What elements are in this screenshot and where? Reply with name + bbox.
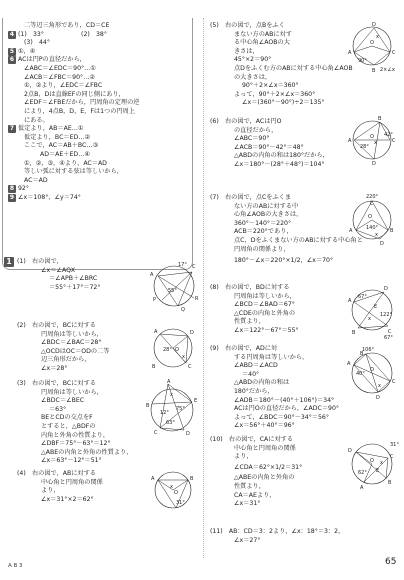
svg-text:C: C bbox=[388, 329, 392, 335]
problem-line: 右の図で，BCに対する bbox=[31, 322, 96, 329]
problem-number: (11) bbox=[210, 528, 223, 535]
svg-text:122°: 122° bbox=[380, 312, 393, 318]
problem-line: 性質より， bbox=[234, 482, 265, 490]
answer-line: ①，②，③，④より，AC＝AD bbox=[24, 159, 107, 167]
problem-line: ∠x＝63°－12°＝51° bbox=[41, 457, 102, 465]
figure-problem-6 bbox=[344, 114, 400, 166]
problem-line: ない方のABに対する中 bbox=[234, 202, 299, 210]
svg-text:B: B bbox=[152, 364, 156, 370]
svg-text:C: C bbox=[390, 454, 394, 460]
svg-text:40°: 40° bbox=[356, 371, 365, 377]
problem-line: 180°だから， bbox=[234, 387, 274, 395]
figure-problem-5 bbox=[344, 22, 400, 74]
svg-text:O: O bbox=[174, 490, 178, 496]
problem-line: きさは， bbox=[234, 47, 259, 55]
svg-text:B: B bbox=[378, 116, 382, 122]
svg-text:C: C bbox=[392, 50, 396, 56]
answer-line: 二等辺三角形であり，CD＝CE bbox=[24, 22, 110, 29]
problem-line: 中心角と円周角の関係 bbox=[234, 444, 296, 452]
answer-line: ∠ABC＝∠EDC＝90°…① bbox=[24, 64, 96, 72]
svg-text:C: C bbox=[392, 138, 396, 144]
answer-line: 仮定より，AB＝AE…① bbox=[18, 125, 84, 133]
svg-text:E: E bbox=[194, 398, 198, 404]
problem-line: ∠ADB＝180°－(40°＋106°)＝34° bbox=[234, 396, 335, 404]
answer-line: (3) 44° bbox=[24, 39, 50, 47]
svg-text:42°: 42° bbox=[384, 132, 393, 138]
answer-line: により，4点B，D，E，Fは1つの円周上 bbox=[24, 107, 135, 115]
problem-number: (4) bbox=[17, 470, 26, 477]
svg-text:D: D bbox=[190, 330, 194, 336]
problem-line: AB：CD＝3：2より，∠x：18°＝3：2， bbox=[228, 528, 345, 535]
answer-line: ACは円Pの直径だから， bbox=[18, 56, 86, 64]
problem-line: 心角∠AOBの大きさは， bbox=[234, 211, 303, 219]
svg-text:D: D bbox=[186, 431, 190, 437]
problem-7 bbox=[210, 194, 363, 266]
svg-text:O: O bbox=[370, 367, 374, 373]
svg-text:x: x bbox=[170, 484, 173, 490]
problem-line: △OCDはOC＝ODの二等 bbox=[41, 347, 110, 355]
svg-text:A: A bbox=[348, 298, 352, 304]
svg-text:B: B bbox=[390, 228, 394, 234]
svg-text:x: x bbox=[375, 232, 378, 238]
problem-line: ∠x＝56°＋40°＝96° bbox=[234, 422, 295, 430]
problem-line: 円周角は等しいから， bbox=[41, 388, 103, 396]
svg-text:A: A bbox=[150, 272, 154, 278]
problem-line: よって，∠BDC＝90°－34°＝56° bbox=[234, 413, 329, 421]
answer-line: ∠ACB＝∠FBC＝90°…② bbox=[24, 73, 95, 81]
problem-line: ∠ACB＝90°－42°＝48° bbox=[234, 143, 304, 151]
problem-11 bbox=[210, 528, 344, 545]
svg-text:75°: 75° bbox=[176, 406, 185, 412]
problem-line: 右の図で，CAに対する bbox=[228, 436, 294, 443]
figure-problem-4 bbox=[146, 468, 200, 512]
svg-text:Q: Q bbox=[181, 307, 185, 313]
problem-2 bbox=[17, 322, 109, 374]
problem-line: ＝∠APB＋∠BRC bbox=[49, 275, 98, 283]
answer-line: ①，②より，∠EDC＝∠FBC bbox=[24, 82, 103, 90]
svg-text:C: C bbox=[192, 264, 196, 270]
problem-line: ＝63° bbox=[49, 405, 67, 413]
problem-line: △ABEの内角と外角の性質より， bbox=[41, 448, 133, 456]
svg-text:B: B bbox=[360, 351, 364, 357]
problem-number: (3) bbox=[17, 380, 26, 387]
svg-text:x: x bbox=[182, 354, 185, 360]
svg-text:67°: 67° bbox=[384, 335, 393, 341]
answer-line: AC＝AD bbox=[24, 176, 48, 184]
answer-line: ここで，AC＝AB＋BC…③ bbox=[24, 142, 99, 150]
problem-line: 右の図で，BCに対する bbox=[31, 380, 96, 387]
svg-text:R: R bbox=[195, 296, 199, 302]
svg-text:x: x bbox=[376, 34, 379, 40]
svg-text:A: A bbox=[360, 485, 364, 491]
problem-line: 90°＋2×∠x＝360° bbox=[242, 82, 299, 90]
svg-text:55°: 55° bbox=[168, 288, 177, 294]
svg-text:D: D bbox=[380, 241, 384, 247]
problem-line: 辺三角形だから， bbox=[41, 356, 91, 364]
problem-10 bbox=[210, 436, 302, 509]
svg-text:C: C bbox=[392, 379, 396, 385]
answer-line: (1) 33° (2) 38° bbox=[18, 30, 107, 38]
figure-problem-7 bbox=[344, 192, 400, 246]
answer-line: AD＝AE＋ED…④ bbox=[40, 150, 90, 158]
problem-3 bbox=[17, 380, 132, 466]
problem-line: 円周角は等しいから， bbox=[234, 292, 296, 300]
answer-line: 92° bbox=[18, 185, 29, 193]
svg-text:90°: 90° bbox=[358, 58, 367, 64]
page-number: 65 bbox=[385, 557, 397, 567]
problem-number: (10) bbox=[210, 436, 223, 443]
figure-problem-1 bbox=[148, 258, 200, 312]
svg-text:220°: 220° bbox=[366, 194, 379, 200]
problem-line: 360°－140°＝220° bbox=[234, 219, 292, 227]
problem-line: 右の図で， bbox=[31, 258, 63, 265]
problem-line: ∠x＝(360°－90°)÷2＝135° bbox=[242, 99, 325, 107]
problem-line: CA＝AEより， bbox=[234, 491, 276, 499]
problem-line: ACB＝220°であり， bbox=[234, 228, 293, 236]
problem-line: する円周角は等しいから， bbox=[234, 353, 309, 361]
svg-text:31°: 31° bbox=[390, 442, 399, 448]
svg-text:D: D bbox=[384, 286, 388, 292]
problem-line: ∠ABD＝∠ACD bbox=[234, 362, 278, 370]
svg-text:140°: 140° bbox=[366, 225, 379, 231]
svg-text:B: B bbox=[190, 476, 194, 482]
left-top-answers bbox=[8, 22, 139, 202]
problem-line: よって，90°＋2×∠x＝360° bbox=[234, 90, 316, 98]
footer-code: A B 3 bbox=[8, 563, 23, 569]
problem-line: より， bbox=[234, 453, 253, 461]
problem-line: ∠ABC＝90° bbox=[234, 135, 270, 143]
svg-text:E: E bbox=[376, 468, 380, 474]
svg-text:x: x bbox=[368, 316, 371, 322]
problem-line: 円周角の関係より， bbox=[234, 245, 290, 253]
svg-text:A: A bbox=[348, 50, 352, 56]
svg-text:x: x bbox=[380, 460, 383, 466]
answer-line: にある。 bbox=[24, 116, 49, 124]
problem-line: ∠BDC＝∠BEC bbox=[41, 397, 85, 405]
svg-text:x: x bbox=[170, 392, 173, 398]
problem-line: △ABDの内角の和は180°だから， bbox=[234, 152, 329, 160]
problem-line: とすると，△BDFの bbox=[41, 422, 96, 430]
svg-text:A: A bbox=[154, 329, 158, 335]
svg-text:O: O bbox=[370, 40, 374, 46]
svg-text:x: x bbox=[378, 383, 381, 389]
problem-8 bbox=[210, 284, 299, 336]
figure-problem-2 bbox=[146, 322, 200, 372]
answer-number-badge: 9 bbox=[9, 193, 15, 201]
svg-text:C: C bbox=[154, 430, 158, 436]
problem-4 bbox=[17, 470, 103, 504]
problem-line: 点C，Dをふくまない方のABに対する中心角と bbox=[234, 236, 363, 244]
svg-text:2×∠x: 2×∠x bbox=[380, 67, 395, 73]
svg-text:A: A bbox=[167, 379, 171, 385]
problem-number: (6) bbox=[210, 118, 219, 125]
problem-line: ＝55°＋17°＝72° bbox=[49, 283, 101, 291]
problem-number: (2) bbox=[17, 322, 26, 329]
svg-text:O: O bbox=[370, 458, 374, 464]
svg-text:O: O bbox=[370, 134, 374, 140]
answer-number-badge: 8 bbox=[9, 185, 15, 193]
svg-text:x: x bbox=[374, 140, 377, 146]
answer-line: 仮定より，BC＝ED…② bbox=[24, 133, 90, 141]
svg-text:63°: 63° bbox=[166, 420, 175, 426]
problem-number: (8) bbox=[210, 284, 219, 291]
problem-line: 性質より， bbox=[234, 318, 265, 326]
svg-text:D: D bbox=[376, 395, 380, 401]
problem-line: 180°－∠x＝220°×1/2，∠x＝70° bbox=[234, 257, 334, 265]
problem-line: 内角と外角の性質より， bbox=[41, 431, 110, 439]
answer-line: ∠x＝108°，∠y＝74° bbox=[18, 193, 81, 201]
answer-number-badge: 5 bbox=[9, 47, 15, 55]
problem-1 bbox=[17, 258, 100, 292]
answer-line: 2点B，Dは直線EFの同じ側にあり， bbox=[24, 90, 125, 98]
problem-line: ∠x＝180°－(28°＋48°)＝104° bbox=[234, 160, 325, 168]
problem-line: の直径だから， bbox=[234, 126, 278, 134]
problem-line: 中心角と円周角の関係 bbox=[41, 478, 103, 486]
svg-text:A: A bbox=[348, 138, 352, 144]
problem-9 bbox=[210, 345, 339, 431]
problem-line: 点Dをふくむ方のABに対する中心角∠AOB bbox=[234, 64, 353, 72]
svg-text:106°: 106° bbox=[362, 347, 375, 353]
problem-line: 右の図で，ADに対 bbox=[224, 345, 278, 352]
problem-line: ACは円Oの直径だから，∠ADC＝90° bbox=[234, 405, 340, 413]
problem-line: ∠x＝∠AQX bbox=[41, 266, 76, 274]
figure-problem-3 bbox=[140, 380, 200, 440]
problem-line: ∠CDA＝62°×1/2＝31° bbox=[234, 463, 303, 471]
problem-line: △ABEの内角と外角の bbox=[234, 474, 295, 482]
problem-5 bbox=[210, 22, 353, 108]
problem-line: より， bbox=[41, 487, 60, 495]
svg-text:C: C bbox=[370, 201, 374, 207]
figure-problem-8 bbox=[344, 282, 400, 342]
svg-text:D: D bbox=[348, 448, 352, 454]
problem-line: ∠BCD＝∠BAD＝67° bbox=[234, 301, 295, 309]
answer-line: ∠EDF＝∠FBEだから，円周角の定理の逆 bbox=[24, 99, 140, 107]
svg-text:31°: 31° bbox=[176, 500, 185, 506]
svg-text:D: D bbox=[372, 22, 376, 28]
answer-number-badge: 4 bbox=[9, 30, 15, 38]
svg-text:A: A bbox=[347, 361, 351, 367]
svg-text:12°: 12° bbox=[160, 410, 169, 416]
problem-line: 円周角は等しいから， bbox=[41, 330, 103, 338]
svg-text:C: C bbox=[188, 364, 192, 370]
problem-number: (7) bbox=[210, 194, 219, 201]
figure-problem-9 bbox=[342, 343, 400, 401]
svg-text:A: A bbox=[151, 476, 155, 482]
svg-text:62°: 62° bbox=[358, 470, 367, 476]
problem-line: る中心角∠AOBの大 bbox=[234, 39, 290, 47]
svg-text:B: B bbox=[388, 480, 392, 486]
figure-problem-10 bbox=[342, 434, 400, 492]
problem-line: まない方のABに対す bbox=[234, 30, 292, 38]
answer-number-badge: 6 bbox=[9, 56, 15, 64]
column-divider bbox=[203, 18, 204, 558]
svg-text:28°: 28° bbox=[163, 347, 172, 353]
problem-line: ∠DBF＝75°－63°＝12° bbox=[41, 440, 111, 448]
svg-text:O: O bbox=[368, 214, 372, 220]
svg-text:B: B bbox=[352, 330, 356, 336]
svg-text:P: P bbox=[153, 297, 157, 303]
answer-line: 等しい弧に対する弦は等しいから， bbox=[24, 168, 123, 176]
svg-text:O: O bbox=[175, 347, 179, 353]
svg-text:67°: 67° bbox=[358, 294, 367, 300]
svg-text:28°: 28° bbox=[360, 144, 369, 150]
problem-line: ∠x＝28° bbox=[41, 364, 68, 372]
svg-text:17°: 17° bbox=[178, 262, 187, 268]
svg-text:B: B bbox=[146, 403, 150, 409]
problem-line: 右の図で，ACは円O bbox=[224, 118, 282, 125]
problem-line: BEとCDの交点をF bbox=[41, 414, 93, 422]
answer-number-badge: 7 bbox=[9, 125, 15, 133]
problem-number: (5) bbox=[210, 22, 219, 29]
problem-line: ∠x＝31°×2＝62° bbox=[41, 495, 94, 503]
problem-line: △CDEの内角と外角の bbox=[234, 309, 296, 317]
problem-line: ∠BDC＝∠BAC＝28° bbox=[41, 339, 102, 347]
problem-line: 右の図で，BDに対する bbox=[224, 284, 290, 291]
problem-line: △ABDの内角の和は bbox=[234, 379, 290, 387]
problem-line: の大きさは， bbox=[234, 73, 272, 81]
svg-text:D: D bbox=[372, 161, 376, 167]
svg-text:B: B bbox=[372, 68, 376, 74]
problem-line: ∠x＝31° bbox=[234, 500, 261, 508]
problem-line: 右の図で，点Bをふく bbox=[224, 22, 285, 29]
svg-text:E: E bbox=[374, 304, 378, 310]
problem-line: ∠x＝27° bbox=[234, 536, 261, 544]
problem-line: ＝40° bbox=[242, 370, 260, 378]
problem-line: 45°×2＝90° bbox=[234, 56, 272, 64]
problem-6 bbox=[210, 118, 329, 170]
answer-line: ①，④ bbox=[18, 47, 36, 55]
section-number-badge: 1 bbox=[4, 257, 14, 267]
problem-number: (1) bbox=[17, 258, 26, 265]
problem-line: ∠x＝122°－67°＝55° bbox=[234, 326, 299, 334]
problem-number: (9) bbox=[210, 345, 219, 352]
problem-line: 右の図で，ABに対する bbox=[31, 470, 96, 477]
problem-line: 右の図で，点Cをふくま bbox=[224, 194, 292, 201]
svg-text:A: A bbox=[349, 228, 353, 234]
